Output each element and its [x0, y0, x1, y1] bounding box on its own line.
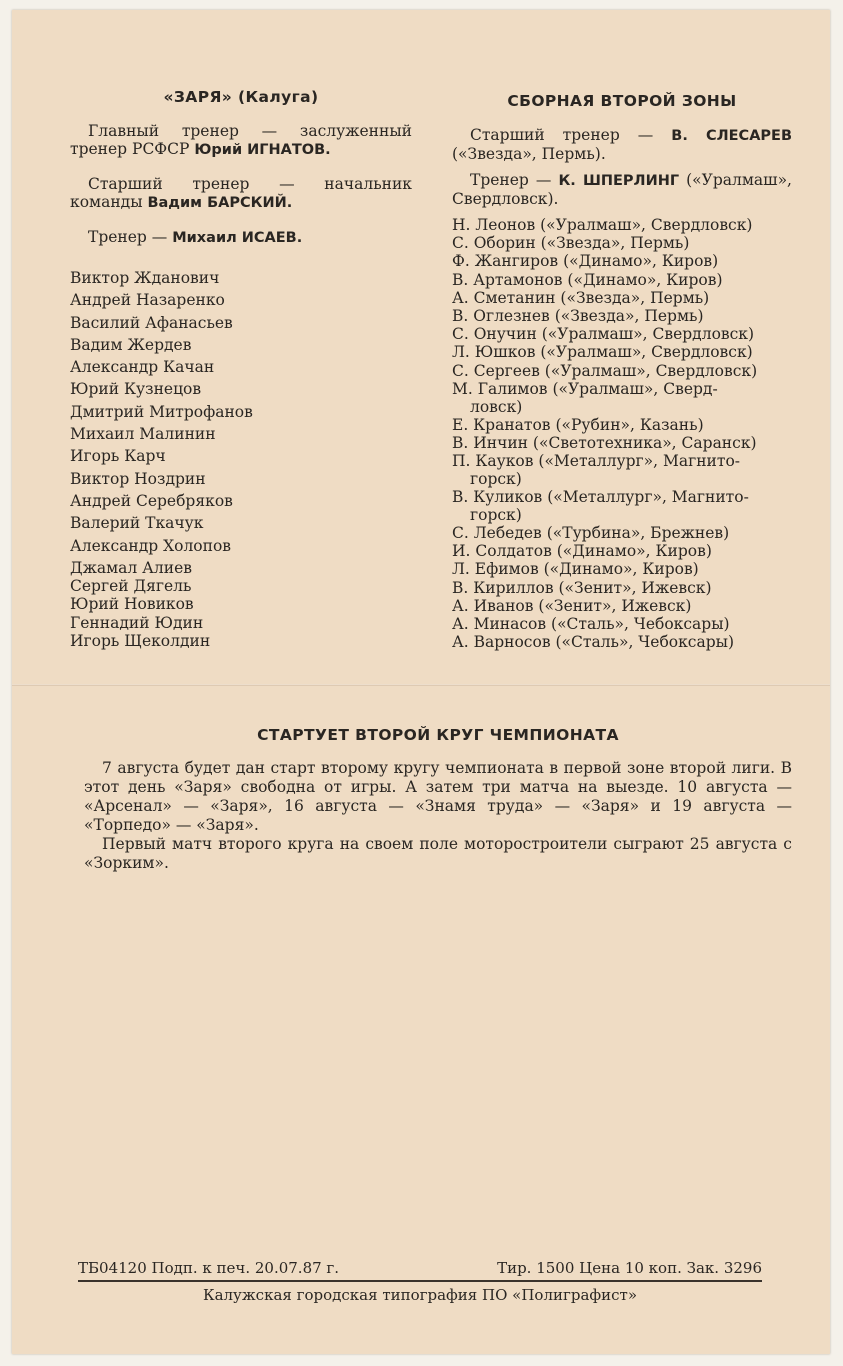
imprint — [78, 1258, 762, 1305]
senior-coach-label: Старший тренер — начальник команды — [70, 175, 412, 211]
player-line-continued: ловск) — [470, 397, 523, 416]
selection-player — [452, 234, 792, 252]
player-line-continued: горск) — [470, 470, 522, 489]
player-name: Василий Афанасьев — [70, 313, 233, 332]
senior-coach-name: Вадим БАРСКИЙ. — [147, 195, 293, 211]
coach-club: («Уралмаш», Свердловск). — [452, 171, 792, 208]
zarya-player-list — [70, 269, 412, 650]
news-paragraph: Первый матч второго круга на своем поле моторостроители сыграют 25 августа с «Зорким». — [84, 835, 792, 872]
selection-player — [452, 307, 792, 325]
player-line: А. Сметанин («Звезда», Пермь) — [452, 288, 710, 307]
player-name: Джамал Алиев — [70, 558, 192, 577]
player-name: Александр Качан — [70, 358, 215, 377]
player-line: П. Кауков («Металлург», Магнито- — [452, 452, 741, 471]
player-line: Е. Кранатов («Рубин», Казань) — [452, 415, 704, 434]
player-line: С. Лебедев («Турбина», Брежнев) — [452, 524, 730, 543]
selection-player — [452, 325, 792, 343]
news-heading: СТАРТУЕТ ВТОРОЙ КРУГ ЧЕМПИОНАТА — [257, 726, 619, 744]
player-name: Андрей Серебряков — [70, 491, 233, 510]
zarya-column — [70, 88, 412, 650]
player-name: Юрий Кузнецов — [70, 380, 202, 399]
player-line: Л. Ефимов («Динамо», Киров) — [452, 560, 699, 579]
program-page — [12, 10, 830, 1354]
coach-label: Тренер — — [88, 228, 173, 246]
imprint-row — [78, 1258, 762, 1278]
player-name: Валерий Ткачук — [70, 514, 204, 533]
news-section — [84, 726, 792, 873]
player-line: М. Галимов («Уралмаш», Сверд- — [452, 379, 718, 398]
selection-coach — [452, 171, 792, 208]
player-line: В. Инчин («Светотехника», Саранск) — [452, 433, 757, 452]
selection-player — [452, 216, 792, 234]
selection-player — [452, 380, 792, 416]
player-name: Сергей Дягель — [70, 577, 192, 596]
player-line: А. Иванов («Зенит», Ижевск) — [452, 596, 692, 615]
player-line: В. Кириллов («Зенит», Ижевск) — [452, 578, 712, 597]
news-paragraph: 7 августа будет дан старт второму кругу чемпионата в первой зоне второй лиги. В этот день «Заря» свободна от игры. А затем три матча на выезде. 10 августа — «Арсенал» — «Заря», 16 августа — «Знамя труда» — «Заря» и 19 августа — «Торпедо» — «Заря». — [84, 759, 792, 834]
imprint-printer: Калужская городская типография ПО «Полиграфист» — [202, 1286, 638, 1304]
player-name: Вадим Жердев — [70, 335, 192, 354]
player-name: Геннадий Юдин — [70, 613, 204, 632]
player-line: А. Минасов («Сталь», Чебоксары) — [452, 615, 730, 633]
coach-name: Михаил ИСАЕВ. — [172, 230, 303, 246]
selection-player — [452, 271, 792, 289]
selection-player — [452, 252, 792, 270]
senior-coach-label: Старший тренер — — [470, 126, 672, 144]
zarya-senior-coach — [70, 175, 412, 212]
selection-player — [452, 488, 792, 524]
player-line: Л. Юшков («Уралмаш», Свердловск) — [452, 343, 753, 362]
player-line: Ф. Жангиров («Динамо», Киров) — [452, 252, 719, 271]
selection-player — [452, 615, 792, 633]
player-line: С. Оборин («Звезда», Пермь) — [452, 234, 690, 253]
head-coach-name: Юрий ИГНАТОВ. — [194, 142, 331, 158]
selection-player — [452, 579, 792, 597]
selection-player — [452, 597, 792, 615]
selection-player — [452, 434, 792, 452]
player-name: Игорь Щеколдин — [70, 632, 211, 651]
player-name: Игорь Карч — [70, 447, 166, 466]
selection-player — [452, 289, 792, 307]
selection-player — [452, 542, 792, 560]
selection-player — [452, 633, 792, 651]
selection-column — [452, 92, 792, 651]
player-line: С. Сергеев («Уралмаш», Свердловск) — [452, 361, 758, 380]
player-name: Виктор Жданович — [70, 269, 220, 287]
player-name: Михаил Малинин — [70, 425, 216, 444]
player-line: В. Куликов («Металлург», Магнито- — [452, 488, 749, 507]
imprint-rule — [78, 1280, 762, 1282]
coach-name: К. ШПЕРЛИНГ — [558, 173, 680, 189]
player-line: В. Оглезнев («Звезда», Пермь) — [452, 306, 704, 325]
senior-coach-name: В. СЛЕСАРЕВ — [671, 128, 793, 144]
zarya-head-coach — [70, 122, 412, 159]
imprint-signed: ТБ04120 Подп. к печ. 20.07.87 г. — [78, 1259, 340, 1277]
senior-coach-club: («Звезда», Пермь). — [452, 145, 606, 163]
player-line: В. Артамонов («Динамо», Киров) — [452, 270, 723, 289]
player-line: И. Солдатов («Динамо», Киров) — [452, 542, 712, 561]
player-name: Андрей Назаренко — [70, 291, 225, 310]
player-line: Н. Леонов («Уралмаш», Свердловск) — [452, 216, 753, 234]
selection-player — [452, 362, 792, 380]
selection-player — [452, 343, 792, 361]
player-line: А. Варносов («Сталь», Чебоксары) — [452, 633, 735, 652]
player-name: Александр Холопов — [70, 536, 232, 555]
fold-line — [12, 684, 830, 686]
selection-player-list — [452, 216, 792, 651]
coach-label: Тренер — — [470, 171, 559, 189]
selection-player — [452, 416, 792, 434]
player-line-continued: горск) — [470, 506, 522, 525]
zarya-coach — [70, 228, 412, 247]
player-name: Юрий Новиков — [70, 595, 194, 614]
selection-heading: СБОРНАЯ ВТОРОЙ ЗОНЫ — [507, 92, 737, 110]
zarya-heading: «ЗАРЯ» (Калуга) — [163, 88, 319, 106]
player-name: Виктор Ноздрин — [70, 469, 206, 488]
selection-player — [452, 452, 792, 488]
player-name: Дмитрий Митрофанов — [70, 402, 253, 421]
selection-senior-coach — [452, 126, 792, 163]
head-coach-label: Главный тренер — заслуженный тренер РСФСР — [70, 122, 412, 158]
selection-player — [452, 560, 792, 578]
imprint-print-run: Тир. 1500 Цена 10 коп. Зак. 3296 — [497, 1259, 762, 1277]
player-line: С. Онучин («Уралмаш», Свердловск) — [452, 325, 755, 344]
selection-player — [452, 524, 792, 542]
